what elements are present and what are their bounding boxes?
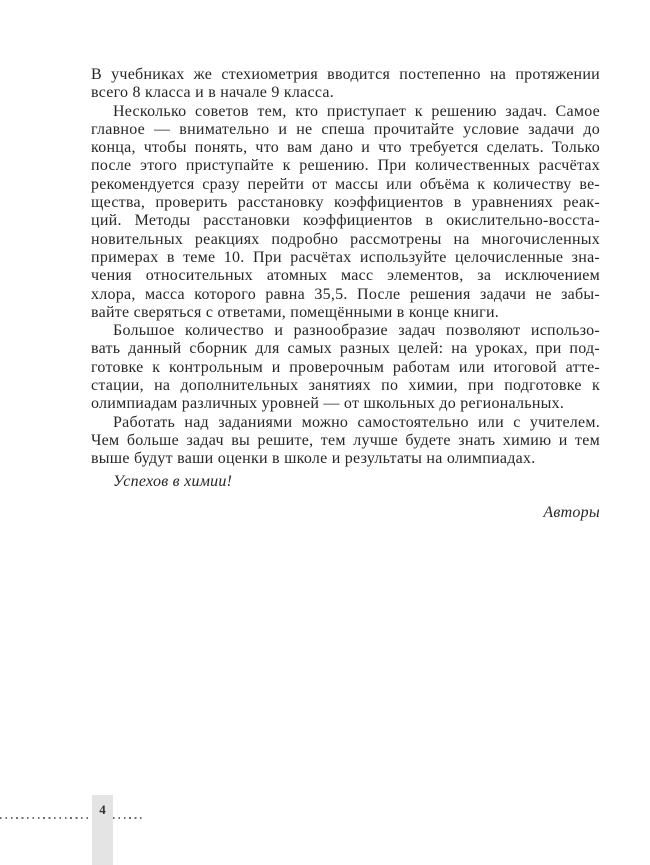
text-line: рекомендуется сразу перейти от массы или объёма к количеству ве- (91, 175, 600, 193)
paragraph (91, 322, 600, 413)
paragraph (91, 414, 600, 469)
text-line: примерах в теме 10. При расчётах используйте целочисленные зна- (91, 248, 600, 266)
footer-dotted-rule-right (113, 817, 142, 819)
text-line: конца, чтобы понять, что вам дано и что требуется сделать. Только (91, 139, 600, 157)
text-line: Работать над заданиями можно самостоятельно или с учителем. (113, 413, 600, 431)
text-line: новительных реакциях подробно рассмотрены на многочисленных (91, 230, 600, 248)
text-line: щества, проверить расстановку коэффициентов в уравнениях реак- (91, 194, 600, 212)
text-line: В учебниках же стехиометрия вводится постепенно на протяжении (91, 66, 600, 83)
paragraph (91, 103, 600, 323)
body-text (91, 66, 600, 522)
page-number: 4 (99, 802, 106, 817)
text-line: готовке к контрольным и проверочным работам или итоговой атте- (91, 358, 600, 376)
text-line: главное — внимательно и не спеша прочитайте условие задачи до (91, 120, 600, 138)
text-line: вать данный сборник для самых разных целей: на уроках, при под- (91, 340, 600, 358)
text-line: Чем больше задач вы решите, тем лучше будете знать химию и тем (91, 431, 600, 449)
text-line: после этого приступайте к решению. При количественных расчётах (91, 157, 600, 175)
text-line: хлора, масса которого равна 35,5. После решения задачи не забы- (91, 285, 600, 303)
text-line: выше будут ваши оценки в школе и результаты на олимпиадах. (91, 450, 536, 468)
text-line: чения относительных атомных масс элементов, за исключением (91, 267, 600, 285)
footer-dotted-rule-left (0, 817, 92, 819)
signoff-wish: Успехов в химии! (113, 472, 233, 490)
text-line: Большое количество и разнообразие задач позволяют использо- (113, 322, 600, 340)
text-line: ций. Методы расстановки коэффициентов в окислительно-восста- (91, 212, 600, 230)
text-line: Несколько советов тем, кто приступает к решению задач. Самое (113, 102, 600, 120)
text-line: олимпиадам различных уровней — от школьных до региональных. (91, 395, 565, 413)
paragraph (91, 66, 600, 103)
authors-signature: Авторы (543, 503, 600, 521)
text-line: вайте сверяться с ответами, помещёнными в конце книги. (91, 303, 500, 321)
text-line: стации, на дополнительных занятиях по химии, при подготовке к (91, 377, 600, 395)
text-line: всего 8 класса и в начале 9 класса. (91, 84, 335, 102)
